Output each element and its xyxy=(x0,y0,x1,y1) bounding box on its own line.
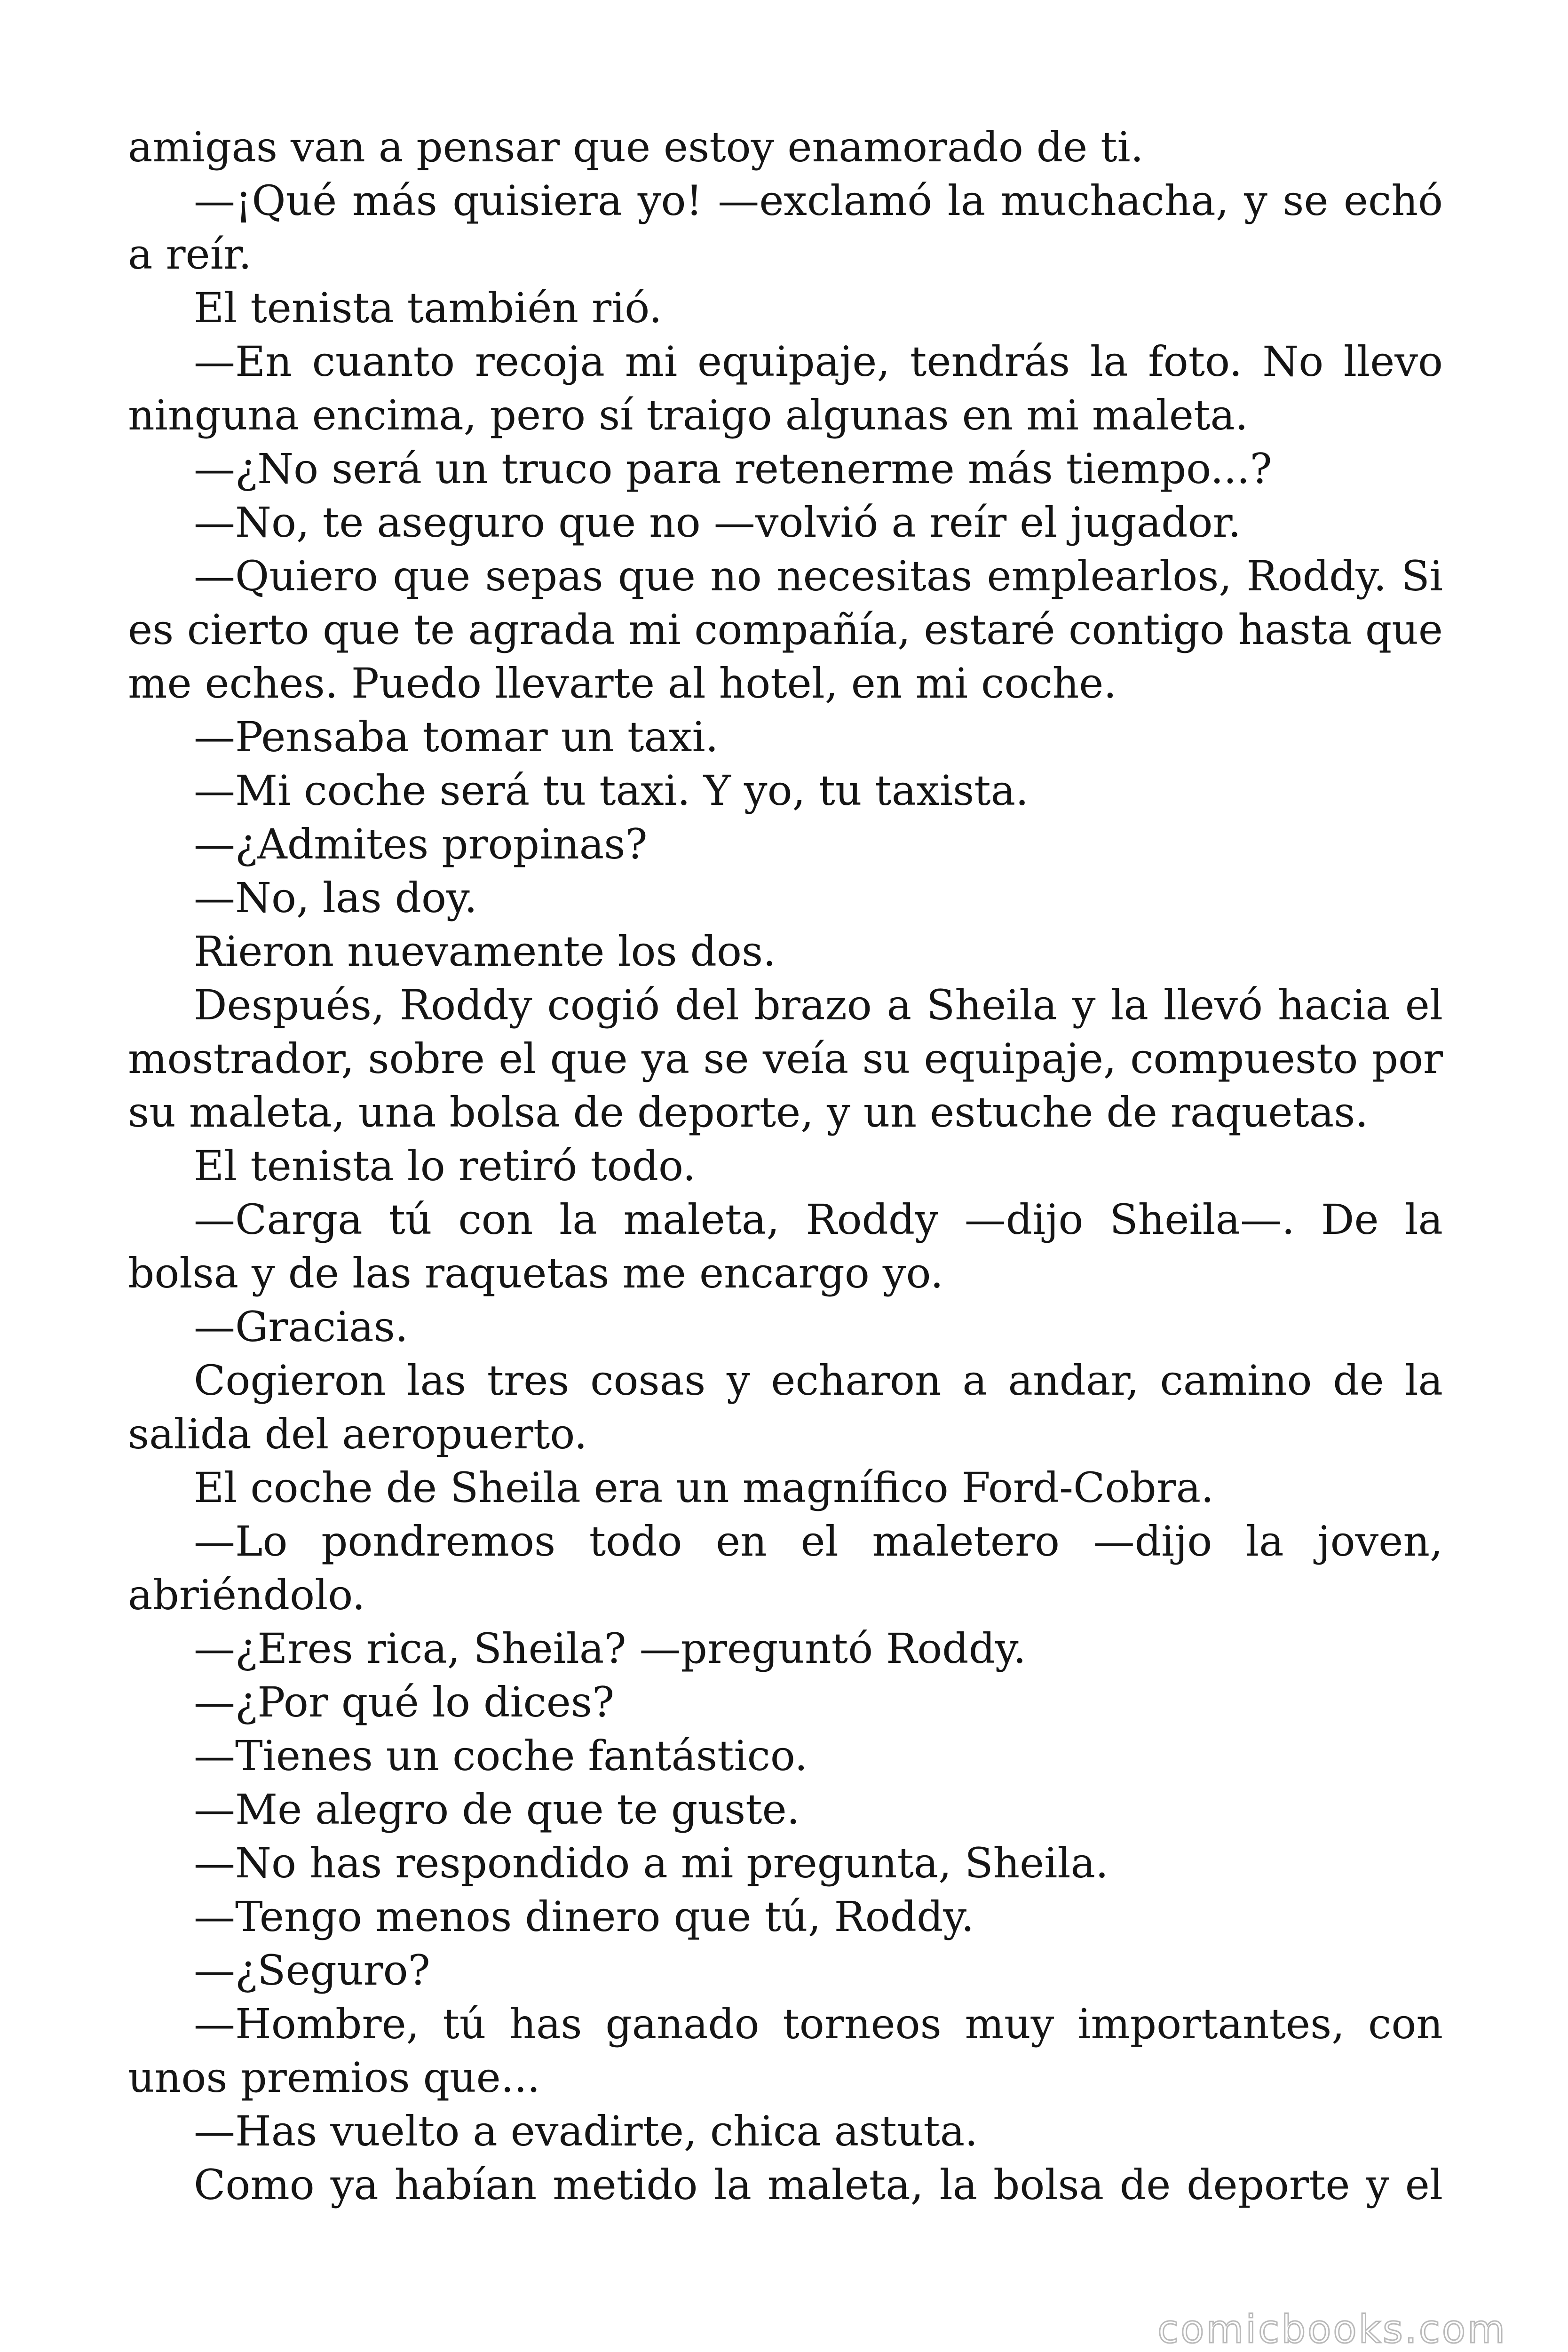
paragraph: amigas van a pensar que estoy enamorado de ti. xyxy=(128,123,1144,171)
paragraph: —Hombre, tú has ganado torneos muy importantes, con unos premios que... xyxy=(128,2000,1443,2102)
book-page xyxy=(128,120,1443,2212)
paragraph: —No, te aseguro que no —volvió a reír el jugador. xyxy=(194,498,1241,547)
paragraph: —¿Seguro? xyxy=(194,1946,430,1994)
paragraph: El coche de Sheila era un magnífico Ford-Cobra. xyxy=(194,1463,1214,1512)
paragraph: —¿Admites propinas? xyxy=(194,820,648,868)
paragraph: —En cuanto recoja mi equipaje, tendrás la foto. No llevo ninguna encima, pero sí traigo algunas en mi maleta. xyxy=(128,337,1443,439)
paragraph: —Mi coche será tu taxi. Y yo, tu taxista. xyxy=(194,766,1029,815)
paragraph: —Quiero que sepas que no necesitas emplearlos, Roddy. Si es cierto que te agrada mi compañía, estaré contigo hasta que me eches. Puedo llevarte al hotel, en mi coche. xyxy=(128,552,1443,707)
paragraph: —Gracias. xyxy=(194,1303,408,1351)
paragraph: Como ya habían metido la maleta, la bolsa de deporte y el xyxy=(194,2161,1443,2209)
paragraph: —¡Qué más quisiera yo! —exclamó la muchacha, y se echó a reír. xyxy=(128,176,1443,278)
paragraph: —No has respondido a mi pregunta, Sheila. xyxy=(194,1839,1109,1887)
paragraph: Cogieron las tres cosas y echaron a andar, camino de la salida del aeropuerto. xyxy=(128,1356,1443,1458)
paragraph: —Lo pondremos todo en el maletero —dijo la joven, abriéndolo. xyxy=(128,1517,1443,1619)
paragraph: —¿No será un truco para retenerme más tiempo...? xyxy=(194,445,1272,493)
paragraph: Rieron nuevamente los dos. xyxy=(194,927,776,976)
paragraph: —No, las doy. xyxy=(194,874,477,922)
paragraph: El tenista también rió. xyxy=(194,284,662,332)
paragraph: —Pensaba tomar un taxi. xyxy=(194,713,719,761)
paragraph: El tenista lo retiró todo. xyxy=(194,1142,696,1190)
watermark: comicbooks.com xyxy=(1157,2307,1507,2352)
paragraph: —¿Eres rica, Sheila? —preguntó Roddy. xyxy=(194,1624,1026,1673)
paragraph: —Me alegro de que te guste. xyxy=(194,1785,800,1834)
paragraph: —Tengo menos dinero que tú, Roddy. xyxy=(194,1892,974,1941)
paragraph: —Tienes un coche fantástico. xyxy=(194,1732,808,1780)
paragraph: Después, Roddy cogió del brazo a Sheila y la llevó hacia el mostrador, sobre el que ya se veía su equipaje, compuesto por su maleta, una bolsa de deporte, y un estuche de raquetas. xyxy=(128,981,1443,1136)
paragraph: —Carga tú con la maleta, Roddy —dijo Sheila—. De la bolsa y de las raquetas me encargo yo. xyxy=(128,1195,1443,1297)
paragraph: —Has vuelto a evadirte, chica astuta. xyxy=(194,2107,978,2155)
paragraph: —¿Por qué lo dices? xyxy=(194,1678,615,1726)
